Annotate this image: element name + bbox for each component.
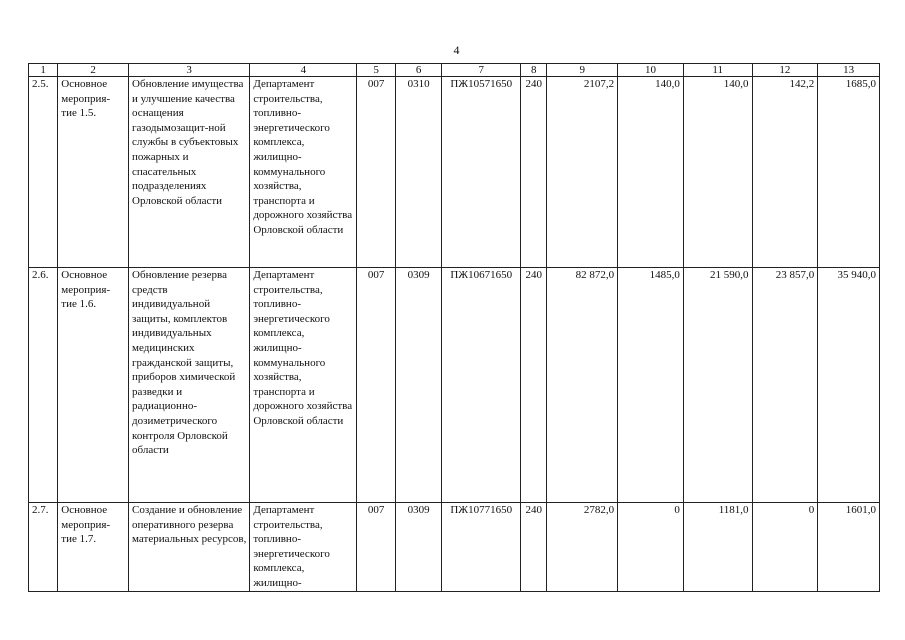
- column-header: 4: [250, 64, 357, 77]
- cell-col-5: 007: [357, 268, 395, 503]
- cell-col-12: 142,2: [752, 77, 818, 268]
- column-header: 2: [58, 64, 129, 77]
- cell-col-5: 007: [357, 503, 395, 592]
- column-header: 6: [395, 64, 441, 77]
- event-type: Основное мероприя-тие 1.6.: [58, 268, 129, 503]
- executor: Департамент строительства, топливно-энергетического комплекса, жилищно-коммунального хозяйства, транспорта и дорожного хозяйства Орловской области: [250, 268, 357, 503]
- table-header-row: [29, 64, 880, 77]
- event-type: Основное мероприя-тие 1.7.: [58, 503, 129, 592]
- table-row: [29, 268, 880, 503]
- cell-col-10: 1485,0: [618, 268, 684, 503]
- cell-col-11: 140,0: [683, 77, 752, 268]
- row-number: 2.6.: [29, 268, 58, 503]
- budget-table: [28, 63, 880, 592]
- column-header: 9: [547, 64, 618, 77]
- cell-col-8: 240: [521, 503, 547, 592]
- column-header: 11: [683, 64, 752, 77]
- row-number: 2.5.: [29, 77, 58, 268]
- table-row: [29, 77, 880, 268]
- event-type: Основное мероприя-тие 1.5.: [58, 77, 129, 268]
- column-header: 3: [129, 64, 250, 77]
- cell-col-12: 0: [752, 503, 818, 592]
- cell-col-8: 240: [521, 268, 547, 503]
- cell-col-6: 0309: [395, 503, 441, 592]
- cell-col-7: ПЖ10671650: [442, 268, 521, 503]
- column-header: 10: [618, 64, 684, 77]
- event-title: Создание и обновление оперативного резерва материальных ресурсов,: [129, 503, 250, 592]
- row-number: 2.7.: [29, 503, 58, 592]
- executor: Департамент строительства, топливно-энергетического комплекса, жилищно-коммунального хозяйства, транспорта и дорожного хозяйства Орловской области: [250, 77, 357, 268]
- cell-col-8: 240: [521, 77, 547, 268]
- cell-col-7: ПЖ10771650: [442, 503, 521, 592]
- column-header: 7: [442, 64, 521, 77]
- cell-col-6: 0309: [395, 268, 441, 503]
- cell-col-7: ПЖ10571650: [442, 77, 521, 268]
- column-header: 8: [521, 64, 547, 77]
- cell-col-9: 2107,2: [547, 77, 618, 268]
- cell-col-9: 2782,0: [547, 503, 618, 592]
- event-title: Обновление имущества и улучшение качества оснащения газодымозащит-ной службы в субъектовых пожарных и спасательных подразделениях Орловской области: [129, 77, 250, 268]
- cell-col-11: 21 590,0: [683, 268, 752, 503]
- column-header: 1: [29, 64, 58, 77]
- cell-col-9: 82 872,0: [547, 268, 618, 503]
- cell-col-13: 1601,0: [818, 503, 880, 592]
- table-row: [29, 503, 880, 592]
- column-header: 13: [818, 64, 880, 77]
- cell-col-13: 35 940,0: [818, 268, 880, 503]
- column-header: 5: [357, 64, 395, 77]
- cell-col-13: 1685,0: [818, 77, 880, 268]
- column-header: 12: [752, 64, 818, 77]
- cell-col-6: 0310: [395, 77, 441, 268]
- cell-col-11: 1181,0: [683, 503, 752, 592]
- cell-col-12: 23 857,0: [752, 268, 818, 503]
- cell-col-10: 140,0: [618, 77, 684, 268]
- cell-col-5: 007: [357, 77, 395, 268]
- executor: Департамент строительства, топливно-энергетического комплекса, жилищно-: [250, 503, 357, 592]
- cell-col-10: 0: [618, 503, 684, 592]
- page-number: 4: [453, 43, 460, 57]
- event-title: Обновление резерва средств индивидуальной защиты, комплектов индивидуальных медицинских гражданской защиты, приборов химической разведки и радиационно-дозиметрического контроля Орловской области: [129, 268, 250, 503]
